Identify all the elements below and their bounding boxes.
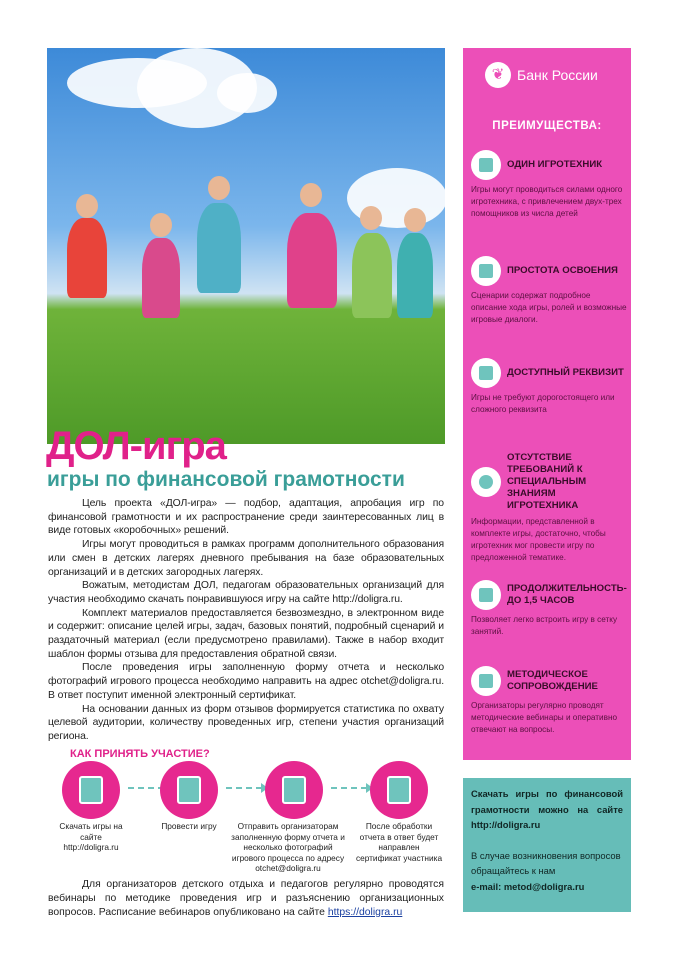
feature-title: ДОСТУПНЫЙ РЕКВИЗИТ [507,367,624,378]
page-title: ДОЛ-игра [46,424,226,468]
contact-box [463,778,631,912]
feature-item [471,150,627,220]
brain-icon [471,467,501,497]
feature-desc: Игры могут проводиться силами одного игротехника, с привлечением двух-трех помощников из числа детей [471,185,623,218]
feature-title: МЕТОДИЧЕСКОЕ СОПРОВОЖДЕНИЕ [507,669,598,692]
advantages-panel [463,48,631,760]
paragraph: После проведения игры заполненную форму отчета и несколько фотографий игрового процесса необходимо направить на адрес otchet@doligra.ru. В ответ поступит именной электронный сертификат. [48,662,444,701]
chat-icon [471,666,501,696]
arrow-icon [226,787,262,789]
step-caption: Скачать игры на сайте http://doligra.ru [59,821,123,852]
feature-desc: Организаторы регулярно проводят методические вебинары и оперативно отвечают на вопросы. [471,701,618,734]
webinar-note [48,878,444,920]
feature-item [471,452,627,564]
paragraph: Вожатым, методистам ДОЛ, педагогам образовательных организаций для участия необходимо скачать понравившуюся игру на сайте http://doligra.ru. [48,580,444,605]
webinar-text: Для организаторов детского отдыха и педагогов регулярно проводятся вебинары по методике проведения игр и разъяснению организационных вопросов. Расписание вебинаров опубликовано на сайте [48,878,444,918]
feature-item [471,256,627,326]
network-icon [471,256,501,286]
questions-note: В случае возникновения вопросов обращайтесь к нам [471,849,621,876]
envelope-icon [62,761,120,819]
website-link[interactable]: https://doligra.ru [327,906,403,918]
paragraph: На основании данных из форм отзывов формируется статистика по охвату целевой аудитории, количеству проведенных игр, степени участия организаций региона. [48,703,444,742]
step-captions [0,821,460,874]
steps-row [0,761,460,821]
arrow-icon [331,787,367,789]
how-to-participate-heading: КАК ПРИНЯТЬ УЧАСТИЕ? [70,748,210,760]
feature-desc: Игры не требуют дорогостоящего или сложного реквизита [471,393,615,414]
certificate-icon [370,761,428,819]
feature-title: ОТСУТСТВИЕ ТРЕБОВАНИЙ К СПЕЦИАЛЬНЫМ ЗНАНИЯМ ИГРОТЕХНИКА [507,452,587,511]
step-caption: После обработки отчета в ответ будет направлен сертификат участника [355,821,443,863]
feature-desc: Сценарии содержат подробное описание хода игры, ролей и возможные игровые диалоги. [471,291,627,324]
logo-text: Банк России [517,67,598,83]
participation-section [0,748,460,920]
feature-title: ПРОДОЛЖИТЕЛЬНОСТЬ- ДО 1,5 ЧАСОВ [507,583,627,606]
feature-item [471,580,627,638]
workplace-icon [471,150,501,180]
step-caption: Отправить организаторам заполненную форму отчета и несколько фотографий игрового процесса по адресу otchet@doligra.ru [231,821,345,873]
contact-email[interactable]: e-mail: metod@doligra.ru [471,880,585,892]
document-icon [471,358,501,388]
feature-title: ПРОСТОТА ОСВОЕНИЯ [507,265,618,276]
page-subtitle: игры по финансовой грамотности [47,468,405,491]
advantages-heading: ПРЕИМУЩЕСТВА: [492,120,602,132]
paragraph: Цель проекта «ДОЛ-игра» — подбор, адаптация, апробация игр по финансовой грамотности и их распространение среди заинтересованных лиц в виде готовых «коробочных» решений. [48,498,444,537]
hourglass-icon [471,580,501,610]
download-note: Скачать игры по финансовой грамотности можно на сайте http://doligra.ru [471,788,623,830]
feature-title: ОДИН ИГРОТЕХНИК [507,159,603,170]
intro-text [48,497,444,744]
eagle-emblem-icon: ❦ [485,62,511,88]
feature-item [471,358,627,416]
paragraph: Игры могут проводиться в рамках программ дополнительного образования или смен в детских лагерях дневного пребывания на базе образовательных организаций и в детских загородных лагерях. [48,539,444,578]
form-icon [265,761,323,819]
feature-item [471,666,627,736]
bank-logo [485,62,598,88]
feature-desc: Позволяет легко встроить игру в сетку занятий. [471,615,618,636]
feature-desc: Информации, представленной в комплекте игры, достаточно, чтобы игротехник мог провести игру по предложенной тематике. [471,517,606,562]
paragraph: Комплект материалов предоставляется безвозмездно, в электронном виде и содержит: описание целей игры, задач, базовых понятий, подробный сценарий и раздаточный материал (если предусмотрено правилами). Также в набор входит шаблон формы отзыва для предоставления обратной связи. [48,607,444,660]
hand-pointer-icon [160,761,218,819]
arrow-icon [128,787,164,789]
children-running-photo [47,48,445,444]
step-caption: Провести игру [161,821,217,831]
